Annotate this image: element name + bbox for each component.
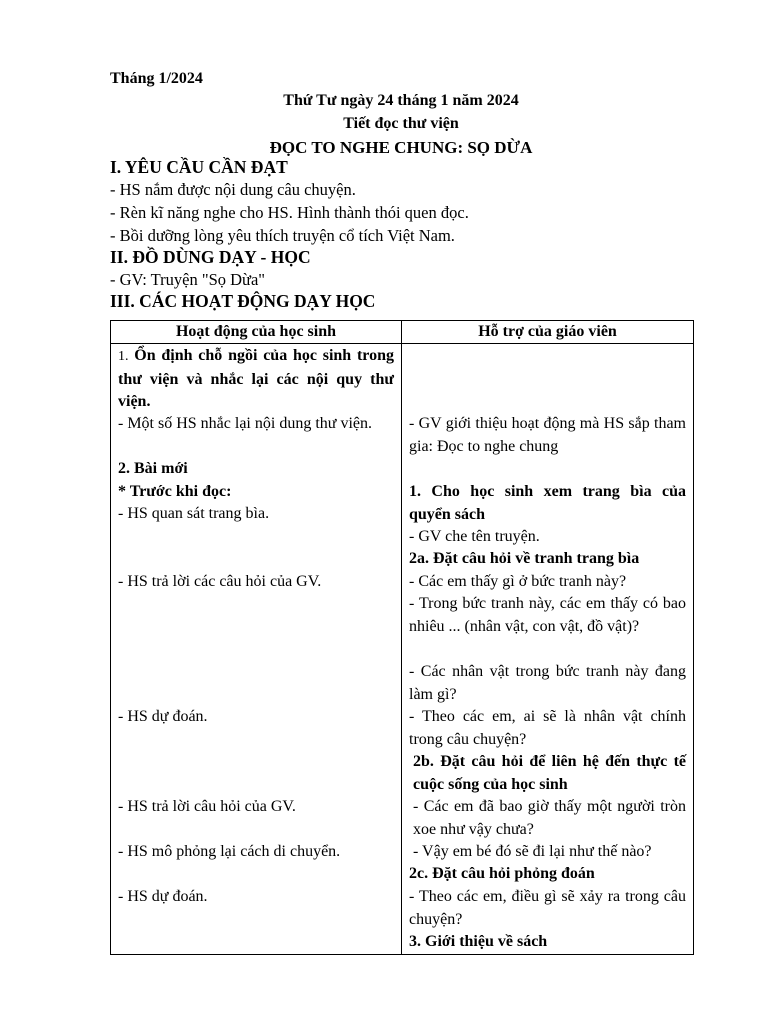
student-step-1 [118, 345, 394, 414]
objective-item: - Rèn kĩ năng nghe cho HS. Hình thành thói quen đọc. [110, 203, 469, 222]
step-text: Ổn định chỗ ngồi của học sinh trong thư viện và nhắc lại các nội quy thư viện. [118, 347, 395, 411]
teacher-question: - Theo các em, ai sẽ là nhân vật chính trong câu chuyện? [409, 708, 686, 748]
objective-item: - Bồi dưỡng lòng yêu thích truyện cổ tích Việt Nam. [110, 226, 455, 245]
teacher-question: - Các nhân vật trong bức tranh này đang làm gì? [409, 663, 686, 703]
teacher-question: - Trong bức tranh này, các em thấy có bao nhiêu ... (nhân vật, con vật, đồ vật)? [409, 595, 686, 635]
teacher-step-heading: 3. Giới thiệu về sách [409, 933, 548, 950]
teacher-question: - Các em thấy gì ở bức tranh này? [409, 573, 627, 590]
section-2-heading: II. ĐỒ DÙNG DẠY - HỌC [110, 247, 311, 267]
student-activity: - HS trả lời các câu hỏi của GV. [118, 573, 322, 590]
activities-table [110, 320, 694, 955]
student-activity: - HS dự đoán. [118, 888, 208, 905]
teacher-activity: - GV giới thiệu hoạt động mà HS sắp tham gia: Đọc to nghe chung [409, 415, 686, 455]
teacher-question: - Theo các em, điều gì sẽ xảy ra trong câu chuyện? [409, 888, 686, 928]
materials-item: - GV: Truyện "Sọ Dừa" [110, 270, 266, 289]
teacher-column-header: Hỗ trợ của giáo viên [402, 321, 694, 344]
month-heading: Tháng 1/2024 [110, 70, 203, 87]
teacher-question: - Các em đã bao giờ thấy một người tròn xoe như vậy chưa? [413, 798, 686, 838]
teacher-question: - Vậy em bé đó sẽ đi lại như thế nào? [413, 843, 652, 860]
section-1-heading: I. YÊU CẦU CẦN ĐẠT [110, 157, 288, 177]
student-section-heading: 2. Bài mới [118, 460, 188, 477]
teacher-support-cell [402, 344, 694, 955]
student-activity: - Một số HS nhắc lại nội dung thư viện. [118, 415, 372, 432]
teacher-step-heading: 2c. Đặt câu hỏi phỏng đoán [409, 865, 595, 882]
student-activities-cell [111, 344, 402, 955]
table-row [111, 344, 694, 955]
student-column-header: Hoạt động của học sinh [111, 321, 402, 344]
table-header-row [111, 321, 694, 344]
student-activity: - HS trả lời câu hỏi của GV. [118, 798, 296, 815]
student-activity: - HS quan sát trang bìa. [118, 505, 270, 522]
story-title: ĐỌC TO NGHE CHUNG: SỌ DỪA [269, 138, 533, 157]
student-subheading: * Trước khi đọc: [118, 483, 232, 500]
teacher-activity: - GV che tên truyện. [409, 528, 540, 545]
teacher-step-heading: 2a. Đặt câu hỏi về tranh trang bìa [409, 550, 640, 567]
lesson-date: Thứ Tư ngày 24 tháng 1 năm 2024 [283, 92, 519, 109]
section-3-heading: III. CÁC HOẠT ĐỘNG DẠY HỌC [110, 291, 376, 311]
student-activity: - HS mô phỏng lại cách di chuyển. [118, 843, 341, 860]
student-activity: - HS dự đoán. [118, 708, 208, 725]
teacher-step-heading: 1. Cho học sinh xem trang bìa của quyển sách [409, 483, 686, 523]
objective-item: - HS nắm được nội dung câu chuyện. [110, 180, 356, 199]
step-number: 1. [118, 349, 129, 364]
teacher-step-heading: 2b. Đặt câu hỏi để liên hệ đến thực tế cuộc sống của học sinh [413, 753, 686, 793]
lesson-type: Tiết đọc thư viện [343, 115, 459, 132]
